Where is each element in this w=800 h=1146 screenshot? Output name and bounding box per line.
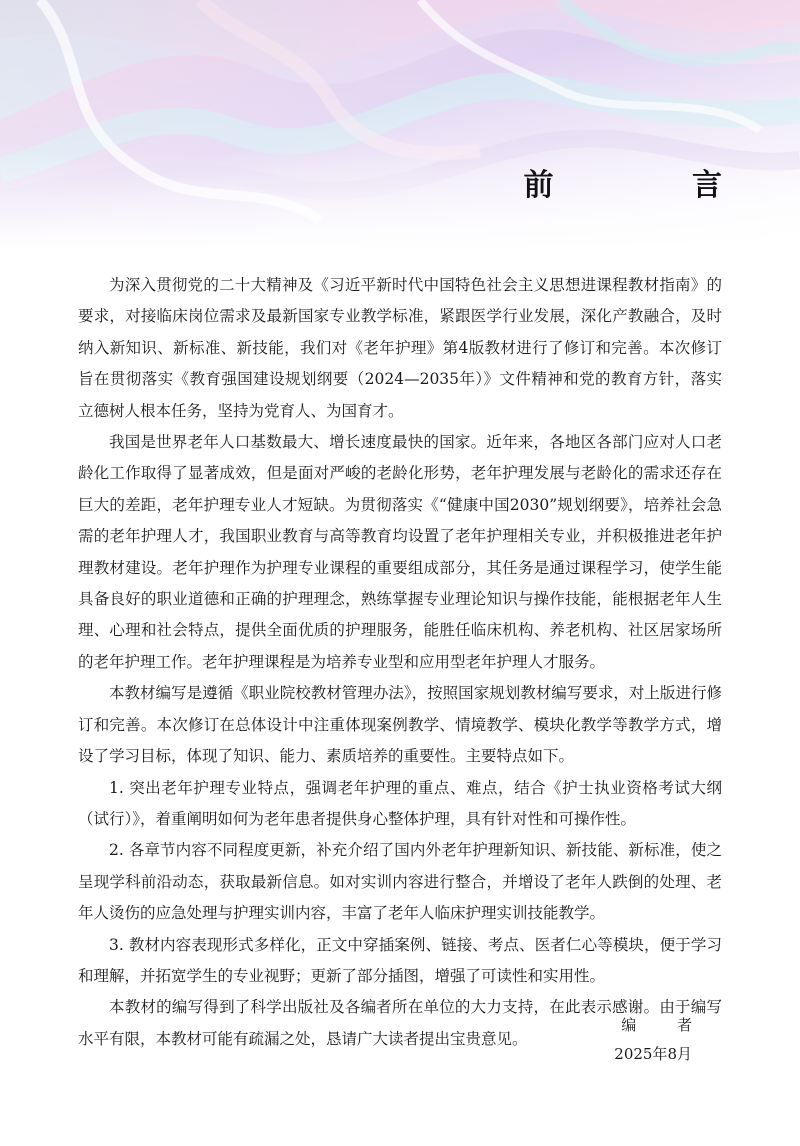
paragraph: 本教材编写是遵循《职业院校教材管理办法》，按照国家规划教材编写要求，对上版进行修订和完善。本次修订在总体设计中注重体现案例教学、情境教学、模块化教学等教学方式，增设了学习目标，体现了知识、能力、素质培养的重要性。主要特点如下。 (78, 684, 722, 766)
list-item: 1. 突出老年护理专业特点，强调老年护理的重点、难点，结合《护士执业资格考试大纲（试行）》，着重阐明如何为老年患者提供身心整体护理，具有针对性和可操作性。 (78, 778, 722, 828)
preface-body (78, 270, 722, 1055)
page-title: 前 言 (523, 168, 786, 203)
paragraph: 为深入贯彻党的二十大精神及《习近平新时代中国特色社会主义思想进课程教材指南》的要求，对接临床岗位需求及最新国家专业教学标准，紧跟医学行业发展，深化产教融合，及时纳入新知识、新标准、新技能，我们对《老年护理》第4版教材进行了修订和完善。本次修订旨在贯彻落实《教育强国建设规划纲要（2024—2035年）》文件精神和党的教育方针，落实立德树人根本任务，坚持为党育人、为国育才。 (78, 276, 722, 420)
author-signature: 编 者 (621, 1016, 710, 1034)
signature-block (614, 1012, 710, 1070)
decorative-swirl-banner (0, 0, 800, 250)
list-item: 3. 教材内容表现形式多样化，正文中穿插案例、链接、考点、医者仁心等模块，便于学习和理解，并拓宽学生的专业视野；更新了部分插图，增强了可读性和实用性。 (78, 935, 722, 985)
paragraph: 本教材的编写得到了科学出版社及各编者所在单位的大力支持，在此表示感谢。由于编写水平有限，本教材可能有疏漏之处，恳请广大读者提出宝贵意见。 (78, 998, 722, 1048)
paragraph: 我国是世界老年人口基数最大、增长速度最快的国家。近年来，各地区各部门应对人口老龄化工作取得了显著成效，但是面对严峻的老龄化形势，老年护理发展与老龄化的需求还存在巨大的差距，老年护理专业人才短缺。为贯彻落实《“健康中国2030”规划纲要》，培养社会急需的老年护理人才，我国职业教育与高等教育均设置了老年护理相关专业，并积极推进老年护理教材建设。老年护理作为护理专业课程的重要组成部分，其任务是通过课程学习，使学生能具备良好的职业道德和正确的护理理念，熟练掌握专业理论知识与操作技能，能根据老年人生理、心理和社会特点，提供全面优质的护理服务，能胜任临床机构、养老机构、社区居家场所的老年护理工作。老年护理课程是为培养专业型和应用型老年护理人才服务。 (78, 433, 722, 671)
list-item: 2. 各章节内容不同程度更新，补充介绍了国内外老年护理新知识、新技能、新标准，使之呈现学科前沿动态，获取最新信息。如对实训内容进行整合，并增设了老年人跌倒的处理、老年人烫伤的应急处理与护理实训内容，丰富了老年人临床护理实训技能教学。 (78, 841, 722, 923)
signature-date: 2025年8月 (614, 1045, 692, 1063)
